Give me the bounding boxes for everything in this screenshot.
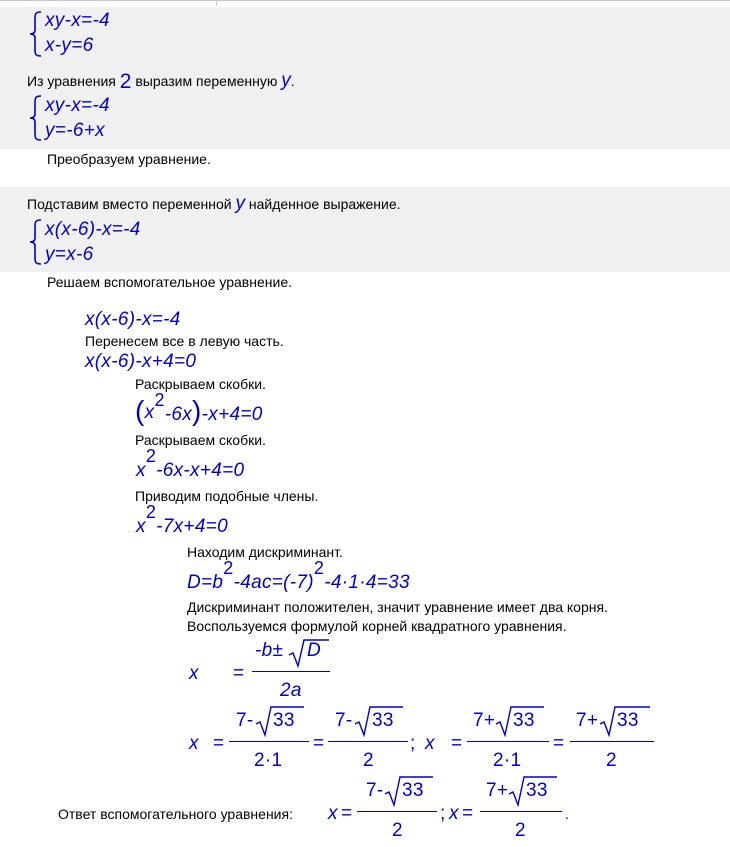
root2b-numerator: 7+ [576,710,599,731]
answer-b-denominator: 2 [515,820,526,841]
answer-label: Ответ вспомогательного уравнения: [58,806,293,822]
answer-dot: . [565,806,569,822]
fraction-bar [252,671,330,672]
fraction-bar [570,741,654,742]
step-move-text: Перенесем все в левую часть. [85,333,284,349]
root2-numerator: 7+ [473,710,496,731]
answer-a-radicand: 33 [402,780,424,801]
discriminant-note-2: Воспользуемся формулой корней квадратного уравнения. [187,618,567,634]
root1b-radicand: 33 [372,710,394,731]
equation-d: x2-6x-x+4=0 [136,446,245,481]
root2b-radicand: 33 [617,710,639,731]
formula-equals: = [233,663,245,684]
system3-eq2: y=x-6 [45,244,94,265]
system3-eq1: x(x-6)-x=-4 [45,219,141,240]
system-brace [28,94,44,142]
answer-separator: ; [440,803,446,824]
equation-c: (x2-6x)-x+4=0 [135,390,263,426]
system1-eq2: x-y=6 [45,35,94,56]
root1-equals: = [213,733,225,754]
formula-numerator: -b± [255,640,284,661]
answer-equals-2: = [462,803,474,824]
system2-eq2: y=-6+x [45,120,105,141]
answer-b-radicand: 33 [526,780,548,801]
discriminant-note-1: Дискриминант положителен, значит уравнение имеет два корня. [187,599,608,615]
answer-a-numerator: 7- [366,780,384,801]
root2-equals: = [451,733,463,754]
root2b-denominator: 2 [606,750,617,771]
root1-numerator: 7- [236,710,254,731]
fraction-bar [229,741,309,742]
root1b-numerator: 7- [335,710,353,731]
fraction-bar [357,811,437,812]
fraction-bar [480,811,562,812]
root2b-equals: = [553,733,565,754]
root1-x: x [189,733,199,754]
equation-a: x(x-6)-x=-4 [85,309,181,330]
root1b-equals: = [313,733,325,754]
top-border [0,0,730,7]
root1-radicand: 33 [273,710,295,731]
step-substitute-text: Подставим вместо переменной y найденное выражение. [27,193,401,214]
step-open-brackets-1: Раскрываем скобки. [135,376,266,392]
formula-radicand: D [307,640,322,661]
fraction-bar [328,741,408,742]
formula-denominator: 2a [280,680,302,701]
formula-x: x [189,663,199,684]
step-aux-text: Решаем вспомогательное уравнение. [47,274,292,290]
answer-b-numerator: 7+ [486,780,509,801]
step-similar-text: Приводим подобные члены. [135,488,319,504]
step-transform-text: Преобразуем уравнение. [47,151,211,167]
system-brace [28,218,44,266]
system2-eq1: xy-x=-4 [45,95,110,116]
step-open-brackets-2: Раскрываем скобки. [135,432,266,448]
step-discriminant-text: Находим дискриминант. [187,544,343,560]
root2-radicand: 33 [513,710,535,731]
roots-separator: ; [410,733,416,754]
answer-x1: x [328,803,338,824]
step-express-text: Из уравнения 2 выразим переменную y. [27,70,295,93]
system-brace [28,10,44,58]
discriminant-equation: D=b2-4ac=(-7)2-4·1·4=33 [187,558,410,593]
root1b-denominator: 2 [363,750,374,771]
system1-eq1: xy-x=-4 [45,10,110,31]
answer-equals-1: = [341,803,353,824]
root2-denominator: 2·1 [493,750,522,771]
equation-e: x2-7x+4=0 [136,502,228,537]
fraction-bar [467,741,549,742]
answer-x2: x [449,803,459,824]
answer-a-denominator: 2 [392,820,403,841]
root1-denominator: 2·1 [254,750,283,771]
equation-b: x(x-6)-x+4=0 [85,351,197,372]
root2-x: x [425,733,435,754]
